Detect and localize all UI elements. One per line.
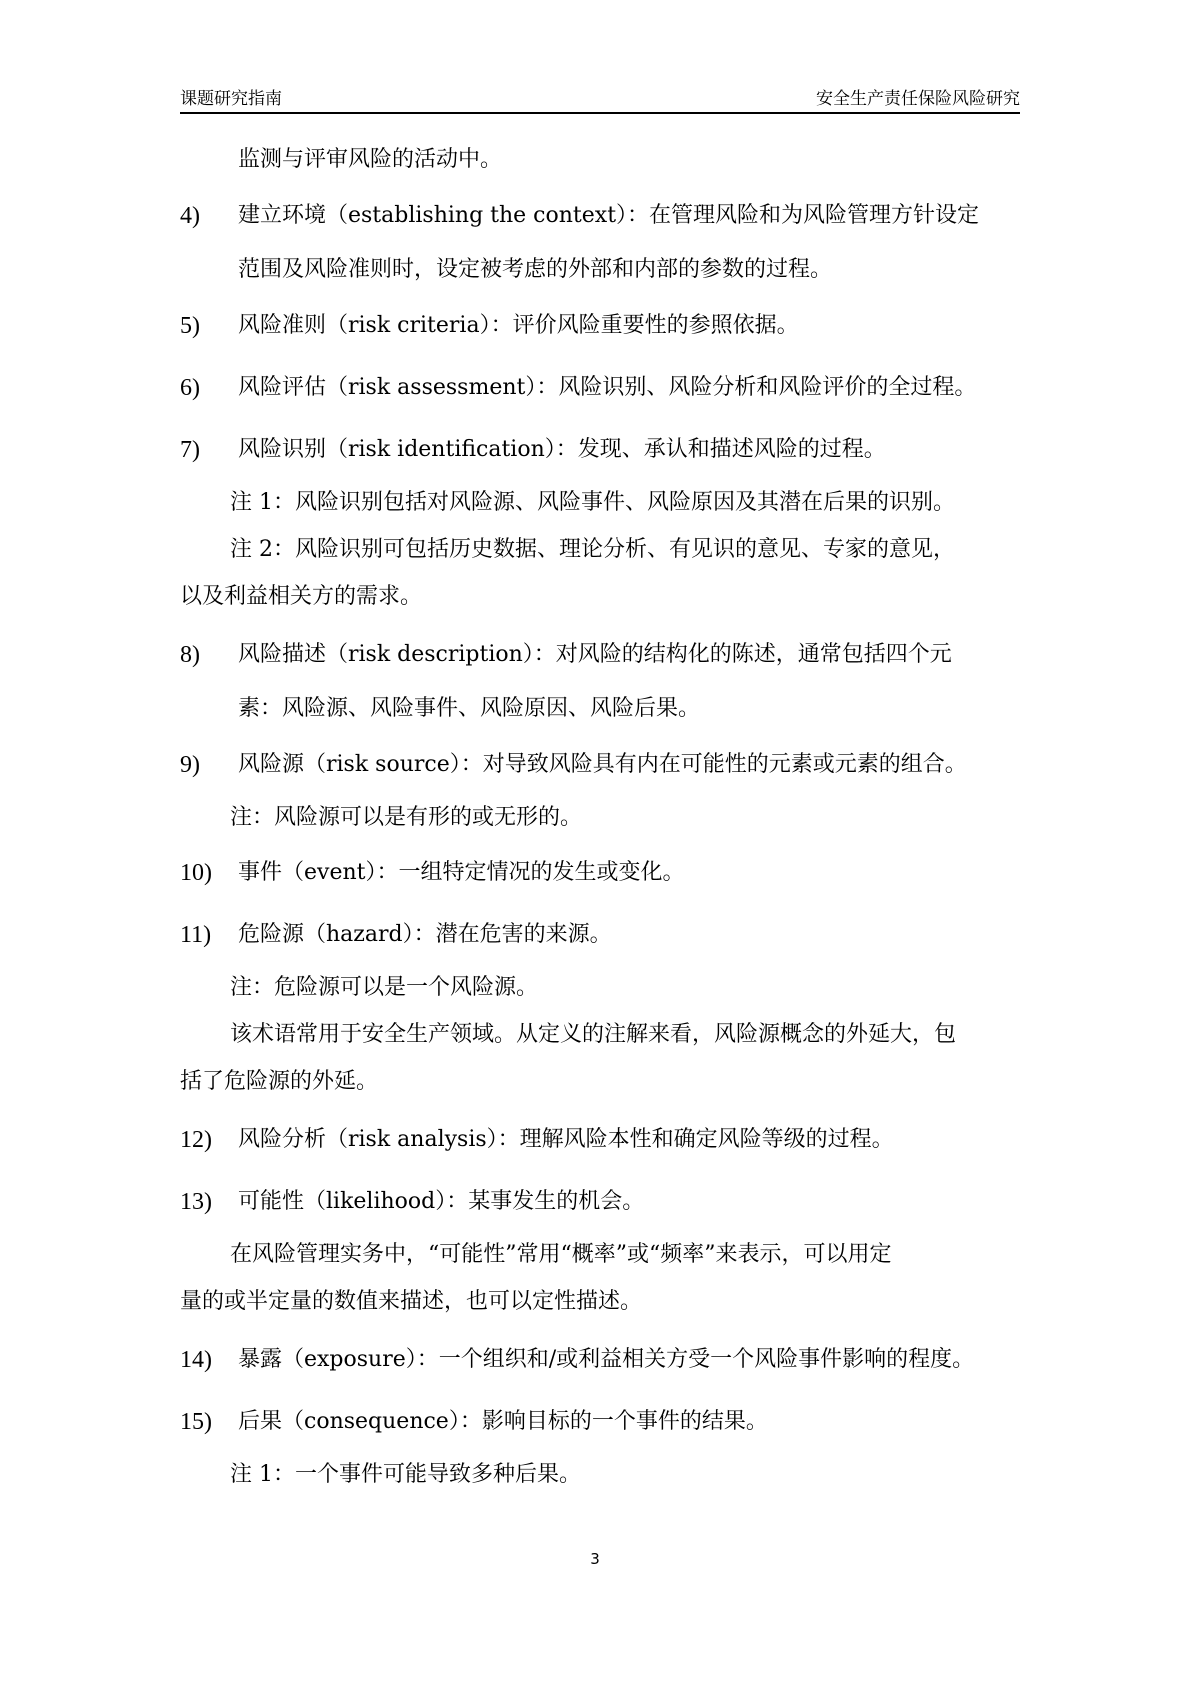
item-number: 11) bbox=[180, 922, 212, 948]
term-definition: 暴露（exposure）：一个组织和/或利益相关方受一个风险事件影响的程度。 bbox=[238, 1347, 975, 1372]
text-line: 该术语常用于安全生产领域。从定义的注解来看，风险源概念的外延大，包 bbox=[230, 1022, 957, 1047]
item-number: 14) bbox=[180, 1347, 212, 1373]
item-number: 12) bbox=[180, 1127, 212, 1153]
item-number: 13) bbox=[180, 1189, 212, 1215]
term-definition: 风险分析（risk analysis）：理解风险本性和确定风险等级的过程。 bbox=[238, 1127, 894, 1152]
note-line: 注：危险源可以是一个风险源。 bbox=[230, 975, 539, 1000]
term-definition: 危险源（hazard）：潜在危害的来源。 bbox=[238, 922, 612, 947]
text-line: 在风险管理实务中，“可能性”常用“概率”或“频率”来表示，可以用定 bbox=[230, 1242, 892, 1267]
item-number: 9) bbox=[180, 752, 200, 778]
term-definition: 风险准则（risk criteria）：评价风险重要性的参照依据。 bbox=[238, 313, 799, 338]
term-definition: 风险评估（risk assessment）：风险识别、风险分析和风险评价的全过程。 bbox=[238, 375, 977, 400]
item-number: 7) bbox=[180, 437, 200, 463]
text-line: 范围及风险准则时，设定被考虑的外部和内部的参数的过程。 bbox=[238, 257, 833, 282]
page-number: 3 bbox=[590, 1550, 600, 1568]
term-definition: 风险源（risk source）：对导致风险具有内在可能性的元素或元素的组合。 bbox=[238, 752, 967, 777]
item-number: 8) bbox=[180, 642, 200, 668]
note-line: 注 1：一个事件可能导致多种后果。 bbox=[230, 1462, 581, 1487]
text-line: 括了危险源的外延。 bbox=[180, 1069, 379, 1094]
page-header bbox=[180, 84, 1020, 114]
note-line: 注 1：风险识别包括对风险源、风险事件、风险原因及其潜在后果的识别。 bbox=[230, 490, 955, 515]
term-definition: 事件（event）：一组特定情况的发生或变化。 bbox=[238, 860, 685, 885]
item-number: 10) bbox=[180, 860, 212, 886]
item-number: 5) bbox=[180, 313, 200, 339]
note-line: 注：风险源可以是有形的或无形的。 bbox=[230, 805, 583, 830]
item-number: 4) bbox=[180, 203, 200, 229]
term-definition: 可能性（likelihood）：某事发生的机会。 bbox=[238, 1189, 645, 1214]
header-right-title: 安全生产责任保险风险研究 bbox=[816, 89, 1020, 109]
header-left-title: 课题研究指南 bbox=[180, 89, 282, 109]
term-definition: 风险识别（risk identification）：发现、承认和描述风险的过程。 bbox=[238, 437, 886, 462]
term-definition: 风险描述（risk description）：对风险的结构化的陈述，通常包括四个元 bbox=[238, 642, 952, 667]
text-line: 以及利益相关方的需求。 bbox=[180, 584, 423, 609]
term-definition: 建立环境（establishing the context）：在管理风险和为风险管理方针设定 bbox=[238, 203, 980, 228]
text-line: 量的或半定量的数值来描述，也可以定性描述。 bbox=[180, 1289, 643, 1314]
text-line: 素：风险源、风险事件、风险原因、风险后果。 bbox=[238, 696, 701, 721]
note-line: 注 2：风险识别可包括历史数据、理论分析、有见识的意见、专家的意见， bbox=[230, 537, 955, 562]
term-definition: 后果（consequence）：影响目标的一个事件的结果。 bbox=[238, 1409, 768, 1434]
text-line: 监测与评审风险的活动中。 bbox=[238, 147, 503, 172]
item-number: 6) bbox=[180, 375, 200, 401]
item-number: 15) bbox=[180, 1409, 212, 1435]
